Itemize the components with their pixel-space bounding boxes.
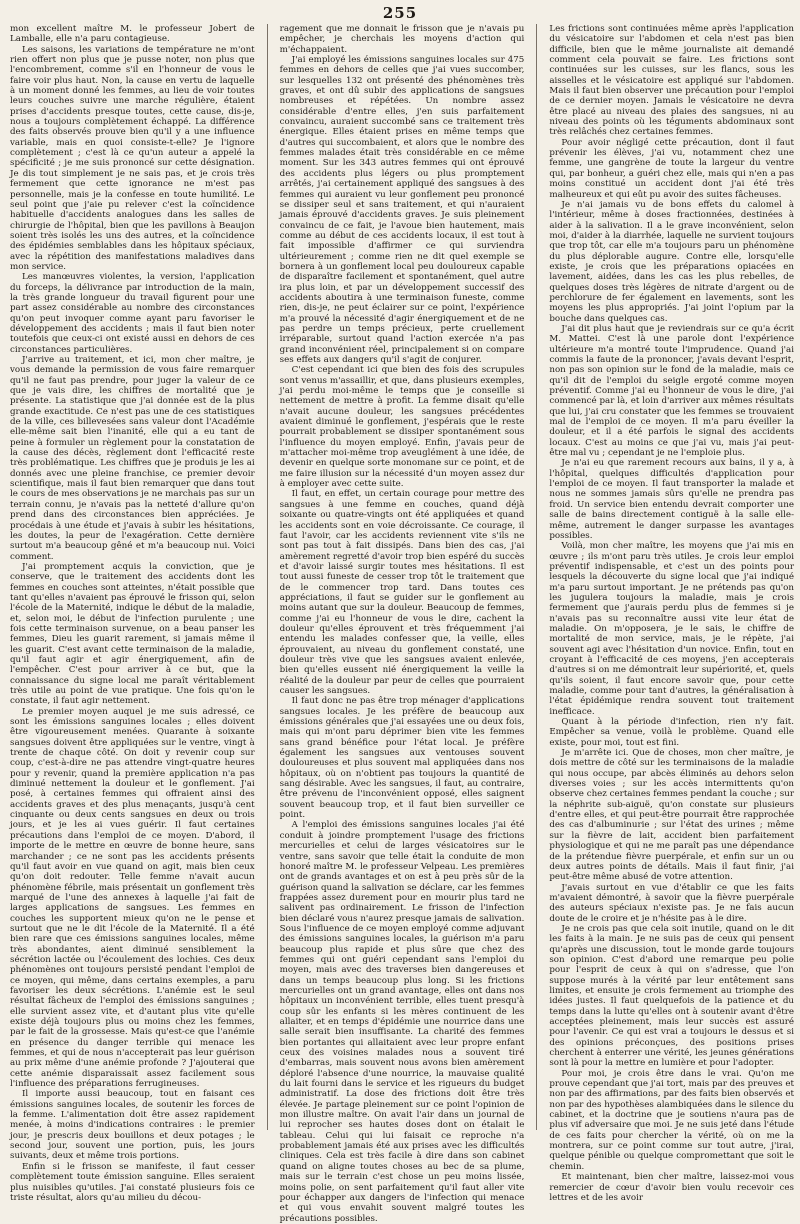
column-divider bbox=[536, 24, 537, 1130]
paragraph: Je n'ai eu que rarement recours aux bains, il y a, à l'hôpital, quelques difficultés d'application pour l'emploi de ce moyen. Il faut transporter la malade et nous ne sommes jamais sûrs qu'elle ne prendra pas froid. Un service bien entendu devrait comporter une salle de bains directement contiguë à la salle elle-même, autrement le danger surpasse les avantages possibles. bbox=[549, 458, 795, 541]
paragraph: Les frictions sont continuées même après l'application du vésicatoire sur l'abdomen et cela n'est pas bien difficile, bien que le même journaliste ait demandé comment cela pouvait se faire. Les frictions sont continuées sur les cuisses, sur les flancs, sous les aisselles et le vésicatoire est appliqué sur l'abdomen. Mais il faut bien observer une précaution pour l'emploi de ce dernier moyen. Jamais le vésicatoire ne devra être placé au niveau des plaies des sangsues, ni au niveau des points où les téguments abdominaux sont très relâchés chez certaines femmes. bbox=[549, 24, 795, 138]
paragraph: J'avais surtout en vue d'établir ce que les faits m'avaient démontré, à savoir que la fièvre puerpérale des auteurs spéciaux n'existe pas. Je ne fais aucun doute de le croire et je n'hésite pas à le dire. bbox=[549, 882, 795, 924]
paragraph: Voilà, mon cher maître, les moyens que j'ai mis en œuvre ; ils m'ont paru très utiles. Je crois leur emploi préventif indispensable, et c'est un des points pour lesquels la découverte du signe local que j'ai indiqué m'a paru surtout important. Je ne prétends pas qu'on les jugulera toujours la maladie, mais je crois fermement que j'aurais perdu plus de femmes si je n'avais pas su reconnaître aussi vite leur état de maladie. On m'opposera, je le sais, le chiffre de mortalité de mon service, mais, je le répète, j'ai souvent agi avec l'hésitation d'un novice. Enfin, tout en croyant à l'efficacité de ces moyens, j'en accepterais d'autres si on me démontrait leur supériorité, et, quels qu'ils soient, il faut encore savoir que, pour cette maladie, comme pour tant d'autres, la généralisation à l'état épidémique rendra souvent tout traitement inefficace. bbox=[549, 541, 795, 717]
paragraph: Et maintenant, bien cher maître, laissez-moi vous remercier de cœur d'avoir bien voulu recevoir ces lettres et de les avoir bbox=[549, 1172, 795, 1203]
paragraph: mon excellent maître M. le professeur Jobert de Lamballe, elle n'a paru contagieuse. bbox=[10, 24, 255, 45]
paragraph: Pour avoir négligé cette précaution, dont il faut prévenir les élèves, j'ai vu, notamment chez une femme, une gangrène de toute la largeur du ventre qui, par bonheur, a guéri chez elle, mais qui n'en a pas moins constitué un accident dont j'ai été très malheureux et qui eût pu avoir des suites fâcheuses. bbox=[549, 137, 795, 200]
paragraph: Il importe aussi beaucoup, tout en faisant ces émissions sanguines locales, de soutenir les forces de la femme. L'alimentation doit être assez rapidement menée, à moins d'indications contraires : le premier jour, je prescris deux bouillons et deux potages ; le second jour, souvent une portion, puis, les jours suivants, deux et même trois portions. bbox=[10, 1089, 255, 1162]
paragraph: Enfin si le frisson se manifeste, il faut cesser complètement toute émission sanguine. Elles seraient plus nuisibles qu'utiles. J'ai constaté plusieurs fois ce triste résultat, alors qu'au milieu du décou- bbox=[10, 1161, 255, 1203]
paragraph: J'ai promptement acquis la conviction, que je conserve, que le traitement des accidents dont les femmes en couches sont atteintes, n'était possible que tant qu'elles n'avaient pas éprouvé le frisson qui, selon l'école de la Maternité, indique le début de la maladie, et, selon moi, le début de l'infection purulente ; une fois cette terminaison survenue, on a beau panser les femmes, Dieu les guarit rarement, si jamais même il les guarit. C'est avant cette terminaison de la maladie, qu'il faut agir et agir énergiquement, afin de l'empêcher. C'est pour arriver à ce but, que la connaissance du signe local me paraît véritablement très utile au point de vue pratique. Une fois qu'on le constate, il faut agir nettement. bbox=[10, 561, 255, 707]
paragraph: C'est cependant ici que bien des fois des scrupules sont venus m'assaillir, et que, dans plusieurs exemples, j'ai perdu moi-même le temps que je conseille si nettement de mettre à profit. La femme disait qu'elle n'avait aucune douleur, les sangsues précédentes avaient diminué le gonflement, j'espérais que le reste pourrait probablement se dissiper spontanément sous l'influence du moyen employé. Enfin, j'avais peur de m'attacher moi-même trop aveuglément à une idée, de devenir en quelque sorte monomane sur ce point, et de me faire illusion sur la nécessité d'un moyen assez dur à employer avec cette suite. bbox=[279, 365, 525, 490]
paragraph: Il faut, en effet, un certain courage pour mettre des sangsues à une femme en couches, quand déjà soixante ou quatre-vingts ont été appliquées et quand les accidents sont en voie décroissante. Ce courage, il faut l'avoir, car les accidents reviennent vite s'ils ne sont pas tout à fait dissipés. Dans bien des cas, j'ai amèrement regretté d'avoir trop bien espéré du succès et d'avoir laissé surgir toutes mes hésitations. Il est tout aussi funeste de cesser trop tôt le traitement que de le commencer trop tard. Dans toutes ces appréciations, il faut se guider sur le gonflement au moins autant que sur la douleur. Beaucoup de femmes, comme j'ai eu l'honneur de vous le dire, cachent la douleur qu'elles éprouvent et très fréquemment j'ai entendu les malades confesser que, la veille, elles éprouvaient, au niveau du gonflement constaté, une douleur très vive que les sangsues avaient enlevée, bien qu'elles eussent nié énergiquement la veille la réalité de la douleur par peur de celles que pourraient causer les sangsues. bbox=[279, 489, 525, 696]
paragraph: Je n'ai jamais vu de bons effets du calomel à l'intérieur, même à doses fractionnées, destinées à aider à la salivation. Il a le grave inconvénient, selon moi, d'aider à la diarrhée, laquelle ne survient toujours que trop tôt, car elle m'a toujours paru un phénomène du plus déplorable augure. Contre elle, lorsqu'elle existe, je crois que les préparations opiacées en lavement, aidées, dans les cas les plus rebelles, de quelques doses très légères de nitrate d'argent ou de perchlorure de fer également en lavements, sont les moyens les plus appropriés. J'ai joint l'opium par la bouche dans quelques cas. bbox=[549, 199, 795, 324]
paragraph: J'arrive au traitement, et ici, mon cher maître, je vous demande la permission de vous faire remarquer qu'il ne faut pas prendre, pour juger la valeur de ce que je vais dire, les chiffres de mortalité que je présente. La statistique que j'ai donnée est de la plus grande exactitude. Ce n'est pas une de ces statistiques de la ville, ces billevesées sans valeur dont l'Académie elle-même sait bien l'inanité, elle qui a eu tant de peine à formuler un règlement pour la constatation de la cause des décès, règlement dont l'efficacité reste très problématique. Les chiffres que je produis je les ai donnés avec une pleine franchise, ce premier devoir scientifique, mais il faut bien remarquer que dans tout le cours de mes observations je ne marchais pas sur un terrain connu, je n'avais pas la netteté d'allure qu'on prend dans des circonstances bien appréciées. Je procédais à une étude et j'avais à subir les hésitations, les doutes, la peur de l'exagération. Cette dernière surtout m'a beaucoup gêné et m'a beaucoup nui. Voici comment. bbox=[10, 355, 255, 562]
paragraph: Je m'arrête ici. Que de choses, mon cher maître, je dois mettre de côté sur les terminaisons de la maladie qui nous occupe, par abcès éliminés au dehors selon diverses voies ; sur les accès intermittents qu'on observe chez certaines femmes pendant la couche ; sur la néphrite sub-aiguë, qu'on constate sur plusieurs d'entre elles, et qui peut-être pourrait être rapprochée des cas d'albuminurie ; sur l'état des urines ; même sur la fièvre de lait, accident bien parfaitement physiologique et qui ne me paraît pas une dépendance de la prétendue fièvre puerpérale, et enfin sur un ou deux autres points de détails. Mais il faut finir, j'ai peut-être même abusé de votre attention. bbox=[549, 748, 795, 883]
column-middle bbox=[279, 24, 525, 1224]
paragraph: Il faut donc ne pas être trop ménager d'applications sangsues locales. Je les préfère de beaucoup aux émissions générales que j'ai essayées une ou deux fois, mais qui m'ont paru déprimer bien vite les femmes sans grand bénéfice pour l'état local. Je préfère également les sangsues aux ventouses souvent douloureuses et plus souvent mal appliquées dans nos hôpitaux, où on n'obtient pas toujours la quantité de sang désirable. Avec les sangsues, il faut, au contraire, être prévenu de l'inconvénient opposé, elles saignent souvent beaucoup trop, et il faut bien surveiller ce point. bbox=[279, 696, 525, 821]
paragraph: J'ai dit plus haut que je reviendrais sur ce qu'a écrit M. Mattei. C'est là une parole dont l'expérience ultérieure m'a montré toute l'imprudence. Quand j'ai commis la faute de la prononcer, j'avais devant l'esprit, non pas son opinion sur le fond de la maladie, mais ce qu'il dit de l'emploi du seigle ergoté comme moyen préventif. Comme j'ai eu l'honneur de vous le dire, j'ai commencé par là, et loin d'arriver aux mêmes résultats que lui, j'ai cru constater que les femmes se trouvaient mal de l'emploi de ce moyen. Il m'a paru éveiller la douleur, et il a été parfois le signal des accidents locaux. C'est au moins ce que j'ai vu, mais j'ai peut-être mal vu ; cependant je ne l'emploie plus. bbox=[549, 323, 795, 459]
paragraph: Les manœuvres violentes, la version, l'application du forceps, la délivrance par introduction de la main, la très grande longueur du travail figurent pour une part assez considérable au nombre des circonstances qu'on peut invoquer comme ayant paru favoriser le développement des accidents ; mais il faut bien noter toutefois que ceux-ci ont existé aussi en dehors de ces circonstances particulières. bbox=[10, 272, 255, 355]
column-right bbox=[549, 24, 795, 1203]
column-left bbox=[10, 24, 255, 1203]
paragraph: A l'emploi des émissions sanguines locales j'ai été conduit à joindre promptement l'usage des frictions mercurielles et celui de larges vésicatoires sur le ventre, sans savoir que telle était la conduite de mon honoré maître M. le professeur Velpeau. Les premières ont de grands avantages et on est à peu près sûr de la guérison quand la salivation se déclare, car les femmes frappées assez durement pour en mourir plus tard ne salivent pas ordinairement. Le frisson de l'infection bien déclaré vous n'aurez presque jamais de salivation. Sous l'influence de ce moyen employé comme adjuvant des émissions sanguines locales, la guérison m'a paru beaucoup plus rapide et plus sûre que chez des femmes qui ont guéri cependant sans l'emploi du moyen, mais avec des traverses bien dangereuses et dans un temps beaucoup plus long. Si les frictions mercurielles ont un grand avantage, elles ont dans nos hôpitaux un inconvénient terrible, elles tuent presqu'à coup sûr les enfants si les mères continuent de les allaiter, et en temps d'épidémie une nourrice dans une salle serait bien insuffisante. La charité des femmes bien portantes qui allaitaient avec leur propre enfant ceux des voisines malades nous a souvent tiré d'embarras, mais souvent nous avons bien amèrement déploré l'absence d'une nourrice, la mauvaise qualité du lait fourni dans le service et les rigueurs du budget administratif. La dose des frictions doit être très élevée. Je partage pleinement sur ce point l'opinion de mon illustre maître. On avait l'air dans un journal de lui reprocher ses hautes doses dont on étalait le tableau. Celui qui lui faisait ce reproche n'a probablement jamais été aux prises avec les difficultés cliniques. Cela est très facile à dire dans son cabinet quand on aligne toutes choses au bec de sa plume, mais sur le terrain c'est chose un peu moins lissée, moins polie, on sent parfaitement qu'il faut aller vite pour échapper aux dangers de l'infection qui menace et qui vous envahit souvent malgré toutes les précautions possibles. bbox=[279, 820, 525, 1224]
column-divider bbox=[267, 24, 268, 1130]
paragraph: J'ai employé les émissions sanguines locales sur 475 femmes en dehors de celles que j'ai vues succomber, sur lesquelles 132 ont présenté des phénomènes très graves, et ont dû subir des applications de sangsues nombreuses et répétées. Un nombre assez considérable d'entre elles, j'en suis parfaitement convaincu, auraient succombé sans ce traitement très énergique. Elles étaient prises en même temps que d'autres qui succombaient, et alors que le nombre des femmes malades était très considérable en ce même moment. Sur les 343 autres femmes qui ont éprouvé des accidents plus légers ou plus promptement arrêtés, j'ai certainement appliqué des sangsues à des femmes qui auraient vu leur gonflement peu prononcé se dissiper seul et sans traitement, et qui n'auraient jamais éprouvé d'accidents graves. Je suis pleinement convaincu de ce fait, je l'avoue bien hautement, mais comme au début de ces accidents locaux, il est tout à fait impossible d'affirmer ce qui surviendra ultérieurement ; comme rien ne dit quel exemple se bornera à un gonflement local peu douloureux capable de disparaître facilement et spontanément, quel autre ira plus loin, et par un développement successif des accidents aboutira à une terminaison funeste, comme rien, dis-je, ne peut éclairer sur ce point, l'expérience m'a prouvé la nécessité d'agir énergiquement et de ne pas perdre un temps précieux, perte cruellement irréparable, surtout quand l'action exercée n'a pas grand inconvénient réel, principalement si on compare ses effets aux dangers qu'il s'agit de conjurer. bbox=[279, 55, 525, 365]
paragraph: Les saisons, les variations de température ne m'ont rien offert non plus que je pusse noter, non plus que l'encombrement, comme s'il en l'honneur de vous le faire voir plus haut. Non, la cause en vertu de laquelle à un moment donné les femmes, au lieu de voir toutes leurs couches suivre une marche régulière, étaient prises d'accidents presque toutes, cette cause, dis-je, nous a toujours complètement échappé. La différence des faits observés prouve bien qu'il y a une influence variable, mais en quoi consiste-t-elle? Je l'ignore complètement ; c'est là ce qu'un auteur a appelé la spécificité ; je me suis prononcé sur cette désignation. Je dis tout simplement je ne sais pas, et je crois très fermement que cette ignorance ne m'est pas personnelle, mais je la confesse en toute humilité. Le seul point que j'aie pu relever c'est la coïncidence habituelle d'accidents analogues dans les salles de chirurgie de l'hôpital, bien que les pavillons à Beaujon soient très isolés les uns des autres, et la coïncidence des épidémies semblables dans les hôpitaux spéciaux, avec la répétition des manifestations maladives dans mon service. bbox=[10, 44, 255, 272]
paragraph: Le premier moyen auquel je me suis adressé, ce sont les émissions sanguines locales ; elles doivent être vigoureusement menées. Quarante à soixante sangsues doivent être appliquées sur le ventre, vingt à trente de chaque côté. On doit y revenir coup sur coup, c'est-à-dire ne pas attendre vingt-quatre heures pour y revenir, quand la première application n'a pas diminué nettement la douleur et le gonflement. J'ai posé, à certaines femmes qui offraient ainsi des accidents graves et des plus menaçants, jusqu'à cent cinquante ou deux cents sangsues en deux ou trois jours, et je les ai vues guérir. Il faut certaines précautions dans l'emploi de ce moyen. D'abord, il importe de le mettre en œuvre de bonne heure, sans marchander ; ce ne sont pas les accidents présents qu'il faut avoir en vue quand on agit, mais bien ceux qu'on doit redouter. Telle femme n'avait aucun phénomène fébrile, mais présentait un gonflement très marqué de l'une des annexes à laquelle j'ai fait de larges applications de sangsues. Les femmes en couches les supportent mieux qu'on ne le pense et surtout que ne le dit l'école de la Maternité. Il a été bien rare que ces émissions sanguines locales, même très abondantes, aient diminué sensiblement la sécrétion lactée ou l'écoulement des lochies. Ces deux phénomènes ont toujours persisté pendant l'emploi de ce moyen, qui même, dans certains exemples, a paru favoriser les deux sécrétions. L'anémie est le seul résultat fâcheux de l'emploi des émissions sanguines ; elle survient assez vite, et d'autant plus vite qu'elle existe déjà toujours plus ou moins chez les femmes, par le fait de la grossesse. Mais qu'est-ce que l'anémie en présence du danger terrible qui menace les femmes, et qui de nous n'accepterait pas leur guérison au prix même d'une anémie profonde ? J'ajouterai que cette anémie disparaissait assez facilement sous l'influence des préparations ferrugineuses. bbox=[10, 706, 255, 1090]
article-columns bbox=[10, 24, 795, 1224]
paragraph: Je ne crois pas que cela soit inutile, quand on le dit les faits à la main. Je ne suis pas de ceux qui pensent qu'après une discussion, tout le monde garde toujours son opinion. C'est d'abord une remarque peu polie pour l'esprit de ceux à qui on s'adresse, que l'on suppose murés à la vérité par leur entêtement sans limites, et ensuite je crois fermement au triomphe des idées justes. Il faut quelquefois de la patience et du temps dans la lutte qu'elles ont à soutenir avant d'être acceptées pleinement, mais leur succès est assuré pour l'avenir. Ce qui est vrai a toujours le dessus et si des opinions préconçues, des positions prises cherchent à enterrer une vérité, les jeunes générations sont là pour la mettre en lumière et pour l'adopter. bbox=[549, 923, 795, 1069]
paragraph: Pour moi, je crois être dans le vrai. Qu'on me prouve cependant que j'ai tort, mais par des preuves et non par des affirmations, par des faits bien observés et non par des hypothèses alambiquées dans le silence du cabinet, et la doctrine que je soutiens n'aura pas de plus vif adversaire que moi. Je ne suis jeté dans l'étude de ces faits pour chercher la vérité, où on me la montrera, sur ce point comme sur tout autre, j'irai, quelque pénible ou quelque compromettant que soit le chemin. bbox=[549, 1068, 795, 1172]
page-number: 255 bbox=[382, 4, 418, 22]
paragraph: Quant à la période d'infection, rien n'y fait. Empêcher sa venue, voilà le problème. Quand elle existe, pour moi, tout est fini. bbox=[549, 717, 795, 748]
paragraph: ragement que me donnait le frisson que je n'avais pu empêcher, je cherchais les moyens d'action qui m'échappaient. bbox=[279, 24, 525, 55]
